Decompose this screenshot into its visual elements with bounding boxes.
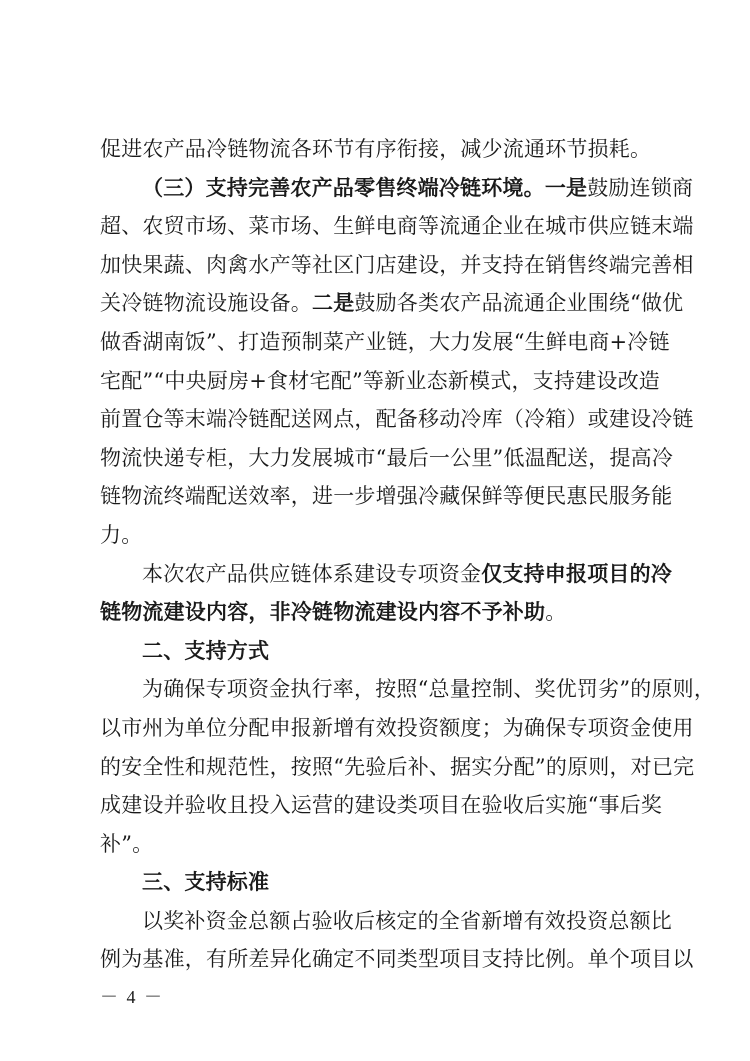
emphasis-text: 链物流建设内容，非冷链物流建设内容不予补助: [100, 600, 546, 625]
paragraph-line: [100, 362, 660, 401]
section-heading-text: 二、支持方式: [142, 638, 270, 663]
text-run: 为确保专项资金执行率，按照“总量控制、奖优罚劣”的原则，: [142, 677, 716, 702]
paragraph-line: [100, 825, 660, 864]
text-run: 补”。: [100, 831, 154, 856]
paragraph-line: [100, 400, 694, 439]
emphasis-text: 二是: [312, 291, 355, 316]
text-run: 本次农产品供应链体系建设专项资金: [142, 561, 482, 586]
paragraph-line: [100, 169, 694, 208]
document-body: [100, 130, 716, 979]
paragraph-line: [100, 323, 670, 362]
emphasis-text: 一是: [544, 175, 588, 200]
paragraph-line: [100, 284, 684, 323]
text-run: 以奖补资金总额占验收后核定的全省新增有效投资总额比: [142, 908, 672, 933]
paragraph-line: [100, 940, 694, 979]
paragraph-line: [100, 439, 674, 478]
text-run: 前置仓等末端冷链配送网点，配备移动冷库（冷箱）或建设冷链: [100, 407, 694, 432]
text-run: 物流快递专柜，大力发展城市“最后一公里”低温配送，提高冷: [100, 445, 674, 470]
section-heading-text: 三、支持标准: [142, 870, 270, 895]
text-run: 鼓励连锁商: [587, 175, 694, 200]
emphasis-text: 仅支持申报项目的冷: [481, 561, 673, 586]
paragraph-line: [100, 709, 694, 748]
text-run: 的安全性和规范性，按照“先验后补、据实分配”的原则，对已完: [100, 754, 695, 779]
text-run: 关冷链物流设施设备。: [100, 291, 312, 316]
text-run: 做香湖南饭”、打造预制菜产业链，大力发展“生鲜电商+冷链: [100, 329, 670, 354]
text-run: 以市州为单位分配申报新增有效投资额度；为确保专项资金使用: [100, 715, 694, 740]
text-run: 。: [545, 600, 567, 625]
paragraph-line: [100, 207, 694, 246]
paragraph-line: [100, 748, 695, 787]
text-run: 促进农产品冷链物流各环节有序衔接，减少流通环节损耗。: [100, 137, 652, 161]
section-subheading: （三）支持完善农产品零售终端冷链环境。: [142, 175, 545, 200]
text-run: 超、农贸市场、菜市场、生鲜电商等流通企业在城市供应链末端: [100, 214, 694, 239]
text-run: 力。: [100, 522, 143, 547]
paragraph-line: [100, 670, 716, 709]
text-run: 鼓励各类农产品流通企业围绕“做优: [354, 291, 684, 316]
paragraph-line: [100, 555, 673, 594]
text-run: 链物流终端配送效率，进一步增强冷藏保鲜等便民惠民服务能: [100, 484, 673, 509]
page-number: － 4 －: [100, 987, 164, 1007]
paragraph-line: [100, 477, 673, 516]
paragraph-line: [100, 593, 660, 632]
text-run: 宅配”“中央厨房+食材宅配”等新业态新模式，支持建设改造: [100, 368, 660, 393]
paragraph-line: [100, 246, 694, 285]
section-heading: [100, 863, 660, 902]
paragraph-line: [100, 516, 660, 555]
text-run: 例为基准，有所差异化确定不同类型项目支持比例。单个项目以: [100, 947, 694, 972]
paragraph-line: [100, 902, 672, 941]
paragraph-line: [100, 786, 663, 825]
text-run: 成建设并验收且投入运营的建设类项目在验收后实施“事后奖: [100, 793, 663, 818]
section-heading: [100, 632, 660, 671]
paragraph-line: [100, 130, 660, 169]
text-run: 加快果蔬、肉禽水产等社区门店建设，并支持在销售终端完善相: [100, 252, 694, 277]
